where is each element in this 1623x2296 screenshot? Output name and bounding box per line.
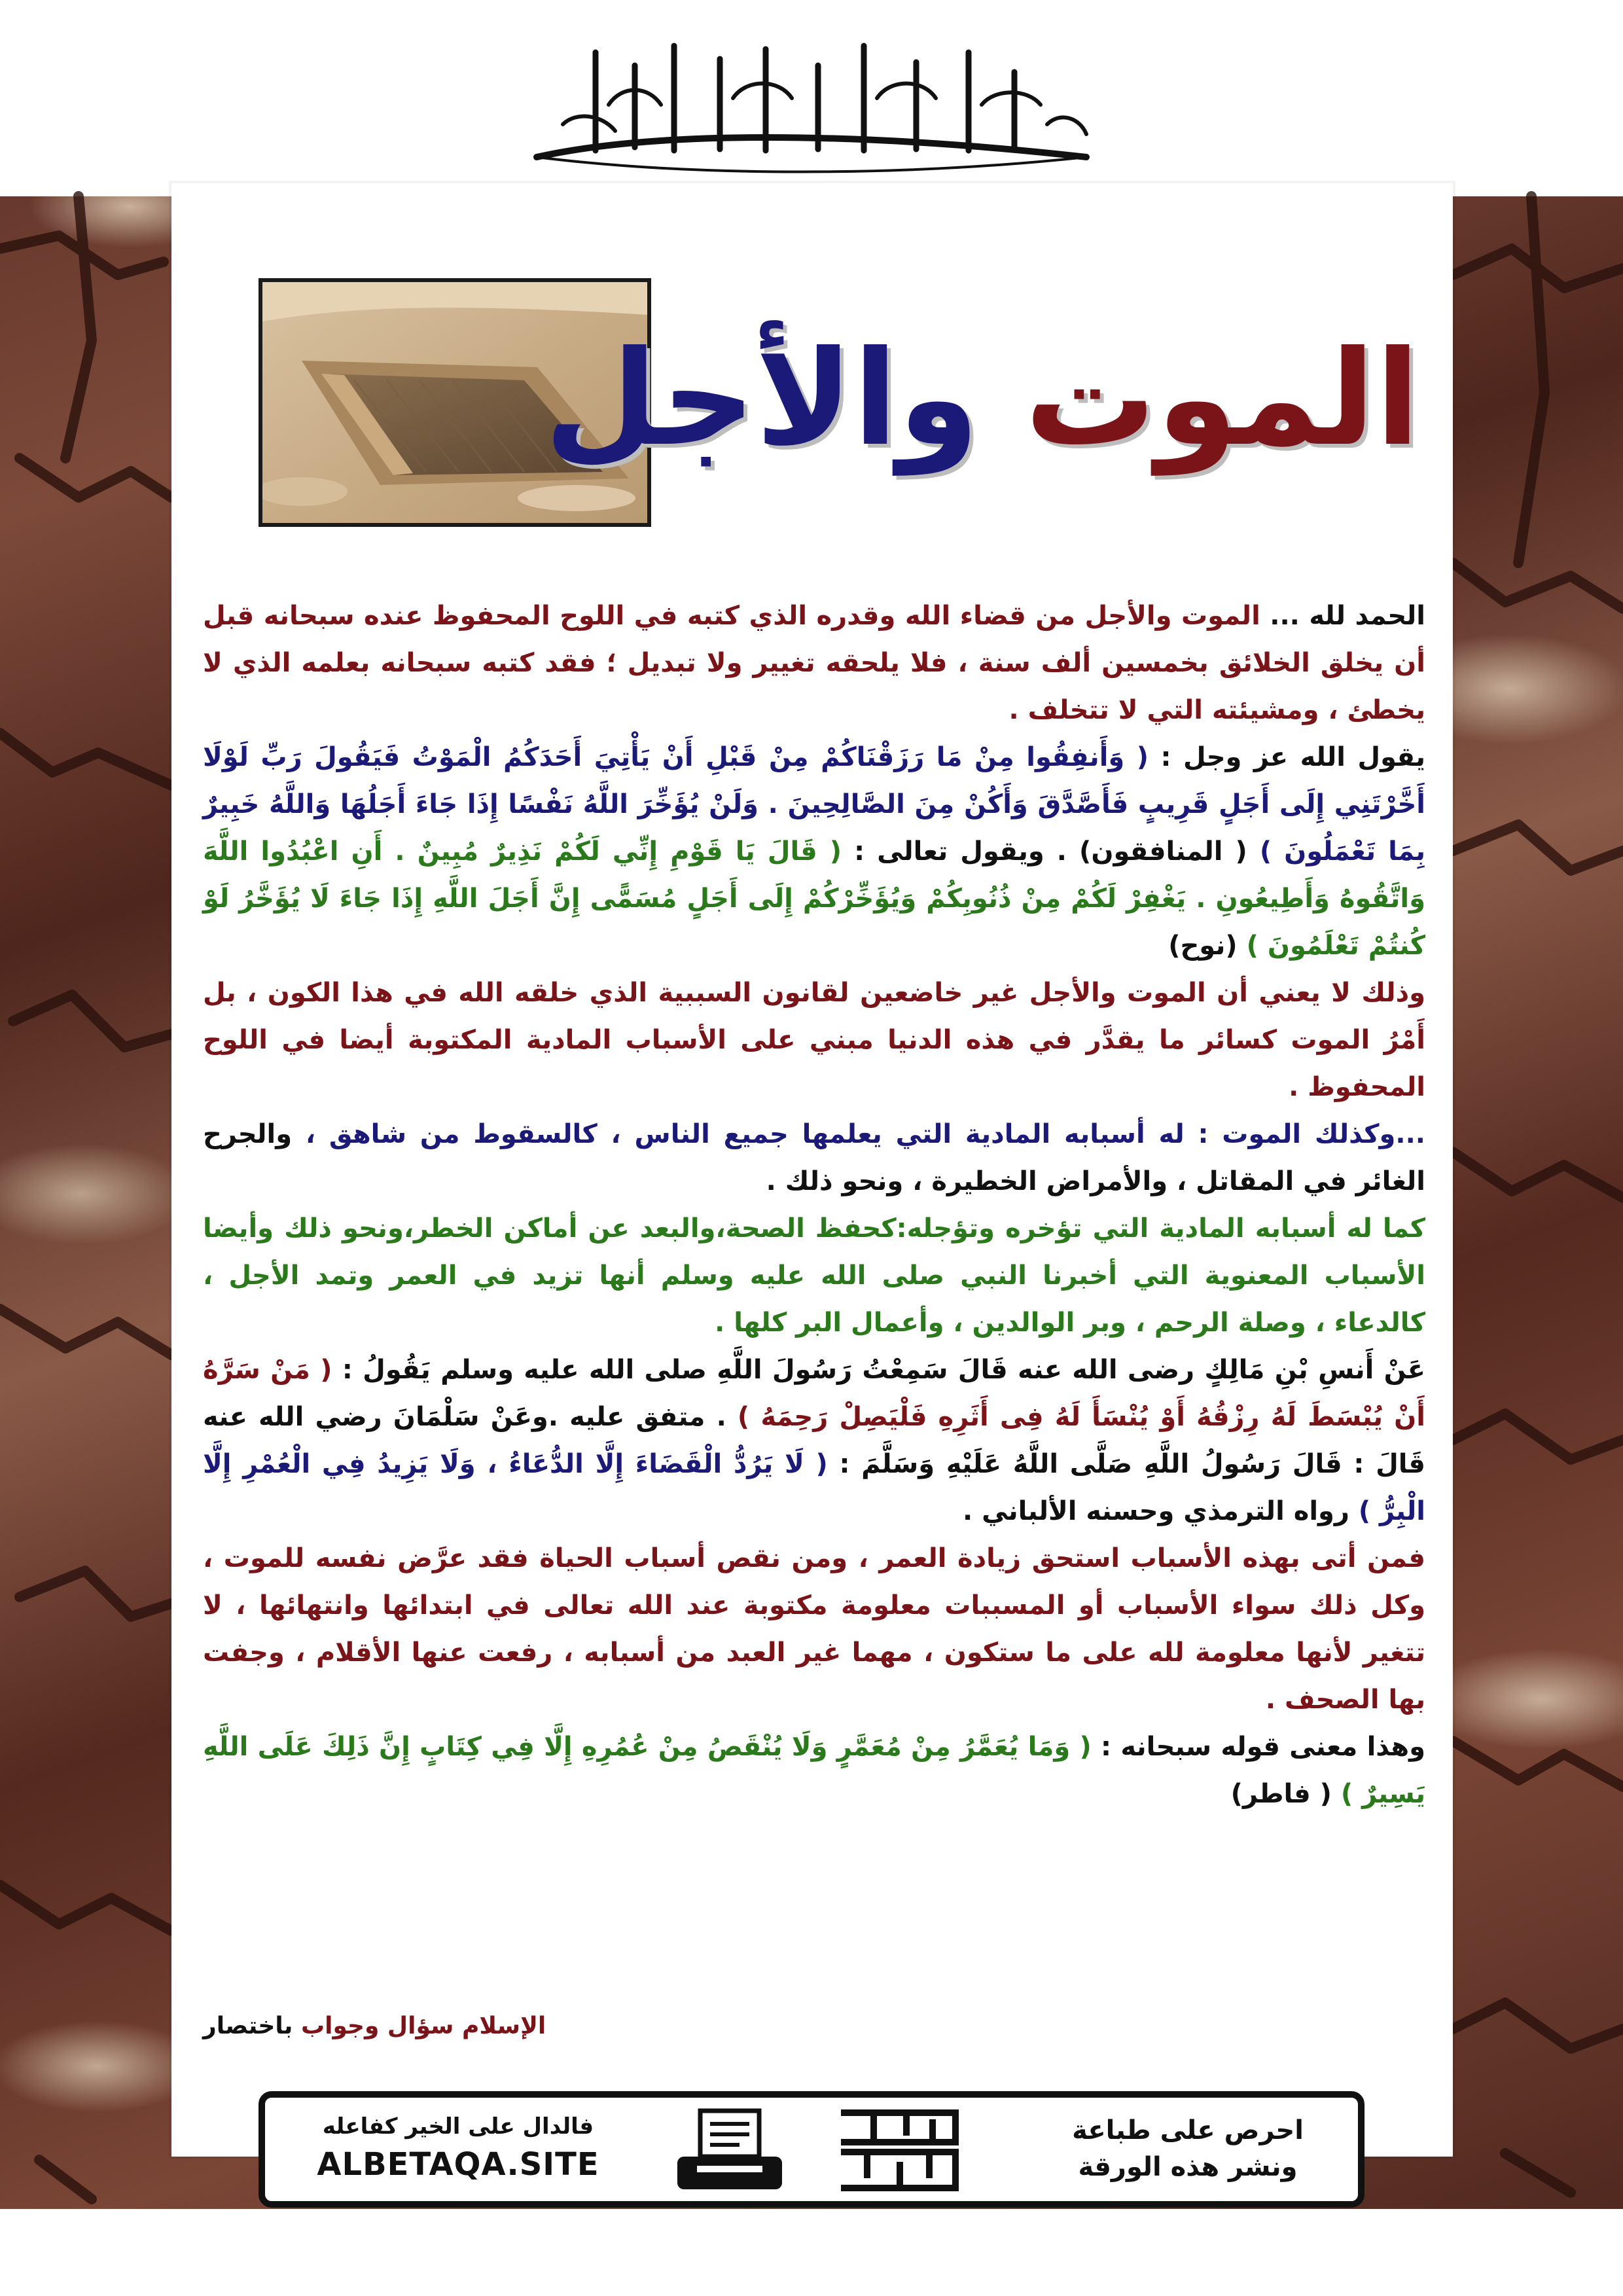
paragraph-3 xyxy=(203,969,1425,1111)
paragraph-6 xyxy=(203,1346,1425,1535)
segment: يقول الله عز وجل : xyxy=(1149,742,1426,772)
title-part-term: والأجل xyxy=(544,323,980,475)
paragraph-5 xyxy=(203,1205,1425,1346)
footer-call-to-print xyxy=(1044,2112,1332,2185)
footer-saying: فالدال على الخير كفاعله xyxy=(322,2113,594,2140)
segment: ...وكذلك الموت : له أسبابه المادية التي يعلمها جميع الناس ، كالسقوط من شاهق ، xyxy=(292,1119,1425,1149)
paragraph-4 xyxy=(203,1111,1425,1205)
basmala-calligraphy xyxy=(510,26,1113,190)
quran-verse: ( وَمَا يُعَمَّرُ مِنْ مُعَمَّرٍ وَلَا يُنْقَصُ مِنْ عُمُرِهِ إِلَّا فِي كِتَابٍ إِنَّ ذَلِكَ عَلَى اللَّهِ يَسِيرٌ ) xyxy=(203,1732,1425,1809)
segment: وهذا معنى قوله سبحانه : xyxy=(1091,1732,1426,1762)
paragraph-1 xyxy=(203,592,1425,734)
source-name: الإسلام سؤال وجواب xyxy=(300,2013,546,2039)
article-body xyxy=(203,592,1425,1818)
quran-verse: ( قَالَ يَا قَوْمِ إِنِّي لَكُمْ نَذِيرٌ مُبِينٌ . أَنِ اعْبُدُوا اللَّهَ وَاتَّقُوهُ وَأَطِيعُونِ . يَغْفِرْ لَكُمْ مِنْ ذُنُوبِكُمْ وَيُؤَخِّرْكُمْ إِلَى أَجَلٍ مُسَمًّى إِنَّ أَجَلَ اللَّهِ إِذَا جَاءَ لَا يُؤَخَّرُ لَوْ كُنتُمْ تَعْلَمُونَ ) xyxy=(203,836,1425,961)
title-part-death: الموت xyxy=(1024,323,1420,475)
footer-right-line-2: ونشر هذه الورقة xyxy=(1078,2152,1298,2182)
hadith-text: ( لَا يَرُدُّ الْقَضَاءَ إِلَّا الدُّعَاءُ ، وَلَا يَزِيدُ فِي الْعُمْرِ إِلَّا الْبِرُّ ) xyxy=(203,1449,1425,1526)
segment: وذلك لا يعني أن الموت والأجل غير خاضعين لقانون السببية الذي خلقه الله في هذا الكون ، بل أَمْرُ الموت كسائر ما يقدَّر في هذه الدنيا مبني على الأسباب المادية المكتوبة أيضا في اللوح المحفوظ . xyxy=(203,978,1425,1102)
segment: فمن أتى بهذه الأسباب استحق زيادة العمر ، ومن نقص أسباب الحياة فقد عرَّض نفسه للموت ، وكل ذلك سواء الأسباب أو المسببات معلومة مكتوبة عند الله تعالى في ابتدائها وانتهائها ، لا تتغير لأنها معلومة لله على ما ستكون ، مهما غير العبد من أسبابه ، رفعت عنها الأقلام ، وجفت بها الصحف . xyxy=(203,1543,1425,1715)
source-note: باختصار xyxy=(203,2013,301,2039)
footer-banner xyxy=(259,2091,1364,2208)
paragraph-2 xyxy=(203,734,1425,969)
segment: عَنْ أَنسِ بْنِ مَالِكٍ رضى الله عنه قَالَ سَمِعْتُ رَسُولَ اللَّهِ صلى الله عليه وسلم يَقُولُ : xyxy=(332,1355,1426,1385)
quran-verse: ( وَأَنفِقُوا مِنْ مَا رَزَقْنَاكُمْ مِنْ قَبْلِ أَنْ يَأْتِيَ أَحَدَكُمُ الْمَوْتُ فَيَقُولَ رَبِّ لَوْلَا أَخَّرْتَنِي إِلَى أَجَلٍ قَرِيبٍ فَأَصَّدَّقَ وَأَكُنْ مِنَ الصَّالِحِينَ . وَلَنْ يُؤَخِّرَ اللَّهُ نَفْسًا إِذَا جَاءَ أَجَلُهَا وَاللَّهُ خَبِيرٌ بِمَا تَعْمَلُونَ ) xyxy=(203,742,1426,867)
surah-reference: ( فاطر) xyxy=(1230,1779,1341,1809)
page-title xyxy=(544,314,1420,484)
footer-website[interactable]: ALBETAQA.SITE xyxy=(317,2146,599,2183)
segment: الموت والأجل من قضاء الله وقدره الذي كتبه في اللوح المحفوظ عنده سبحانه قبل أن يخلق الخلائق بخمسين ألف سنة ، فلا يلحقه تغيير ولا تبديل ؛ فقد كتبه سبحانه بعلمه الذي لا يخطئ ، ومشيئته التي لا تتخلف . xyxy=(203,601,1425,725)
source-attribution xyxy=(203,2003,661,2050)
segment: . متفق عليه .وعَنْ سَلْمَانَ رضي الله عنه قَالَ : قَالَ رَسُولُ اللَّهِ صَلَّى اللَّهُ عَلَيْهِ وَسَلَّمَ : xyxy=(203,1402,1425,1479)
surah-reference: (نوح) xyxy=(1168,931,1247,961)
segment: ( المنافقون) . ويقول تعالى : xyxy=(842,836,1260,867)
segment: كما له أسبابه المادية التي تؤخره وتؤجله:كحفظ الصحة،والبعد عن أماكن الخطر،ونحو ذلك وأيضا الأسباب المعنوية التي أخبرنا النبي صلى الله عليه وسلم أنها تزيد في العمر وتمد الأجل ، كالدعاء ، وصلة الرحم ، وبر الوالدين ، وأعمال البر كلها . xyxy=(203,1213,1425,1338)
segment: الحمد لله ... xyxy=(1260,601,1425,631)
paragraph-7 xyxy=(203,1535,1425,1723)
segment: رواه الترمذي وحسنه الألباني . xyxy=(963,1496,1359,1526)
footer-right-line-1: احرص على طباعة xyxy=(1072,2115,1304,2145)
calligraphy-logo xyxy=(834,2103,965,2198)
hadith-text: ( مَنْ سَرَّهُ أَنْ يُبْسَطَ لَهُ رِزْقُهُ أَوْ يُنْسَأَ لَهُ فِى أَثَرِهِ فَلْيَصِلْ رَحِمَهُ ) xyxy=(203,1355,1426,1432)
footer-site-block xyxy=(304,2109,612,2185)
segment: والجرح الغائر في المقاتل ، والأمراض الخطيرة ، ونحو ذلك . xyxy=(203,1119,1425,1196)
paragraph-8 xyxy=(203,1723,1425,1818)
printer-icon xyxy=(671,2106,789,2197)
